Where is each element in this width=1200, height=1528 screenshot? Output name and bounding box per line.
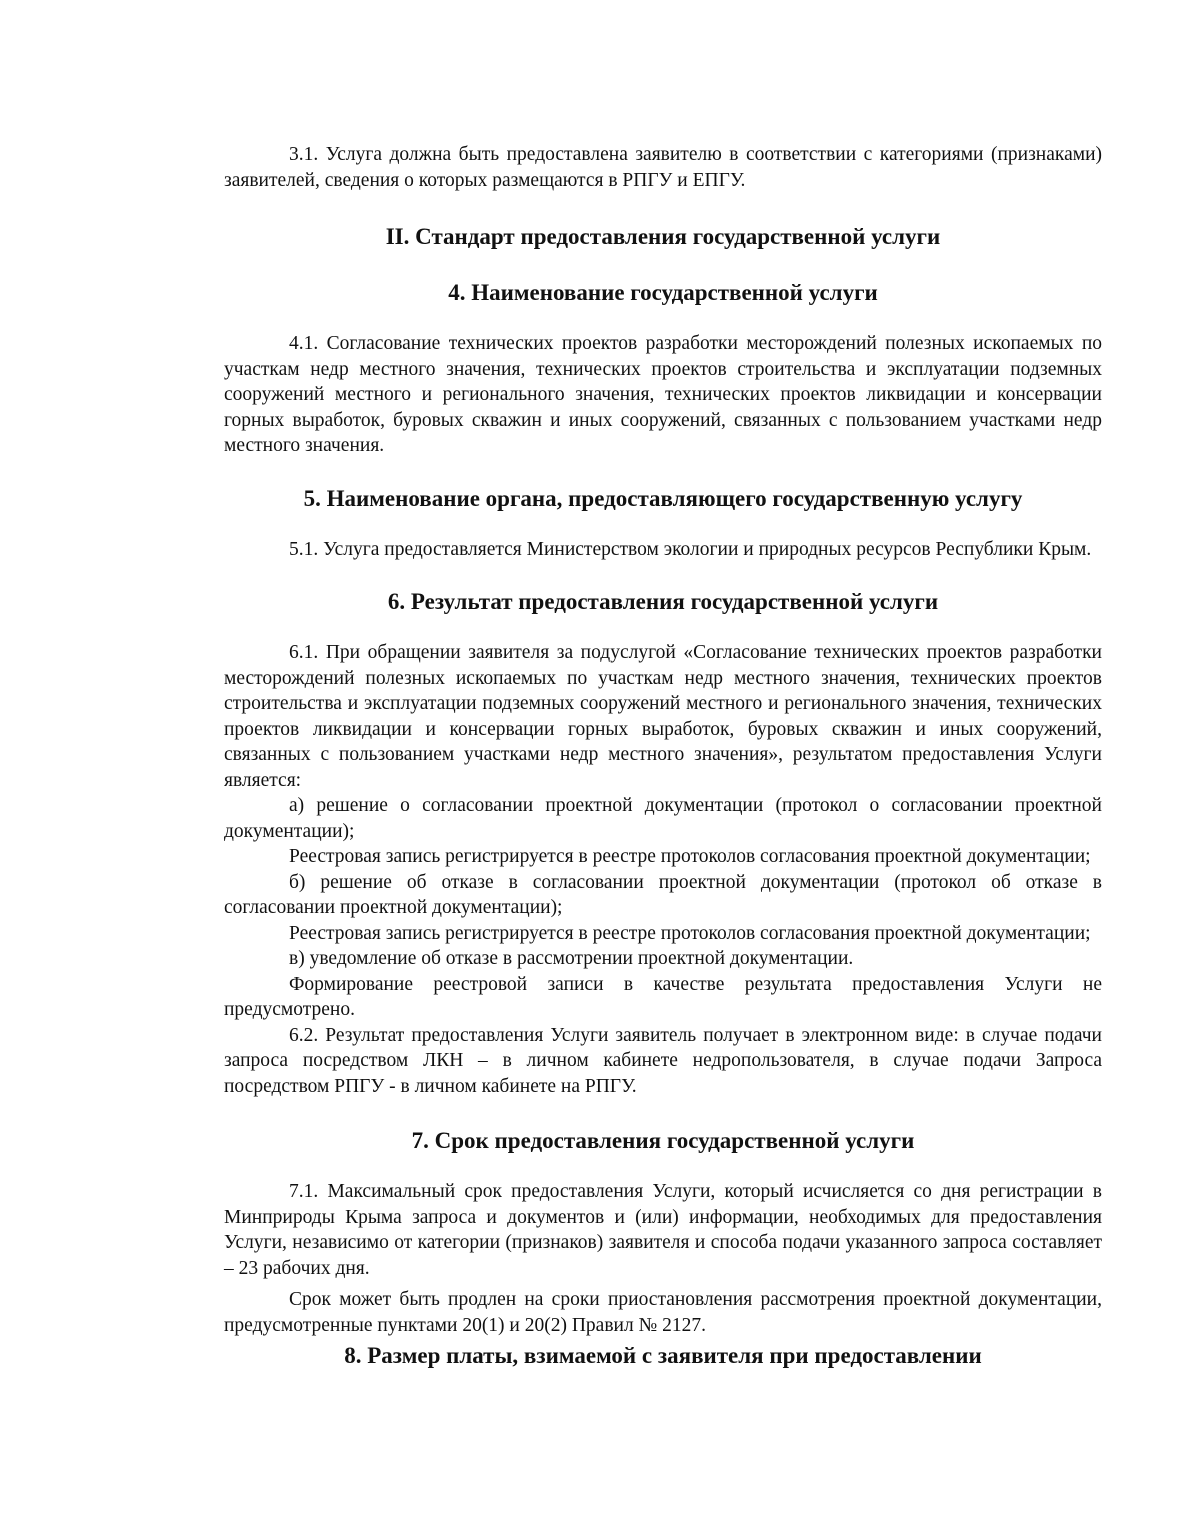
- paragraph-6-1-registry-note: Формирование реестровой записи в качестве результата предоставления Услуги не предусмотрено.: [224, 973, 1102, 1020]
- heading-7: 7. Срок предоставления государственной услуги: [411, 1128, 915, 1153]
- paragraph-6-1-v: в) уведомление об отказе в рассмотрении проектной документации.: [289, 948, 854, 969]
- document-page: [224, 142, 1102, 1370]
- paragraph-7-2: Срок может быть продлен на сроки приостановления рассмотрения проектной документации, предусмотренные пунктами 20(1) и 20(2) Правил № 2127.: [224, 1289, 1102, 1336]
- paragraph-6-1-b: б) решение об отказе в согласовании проектной документации (протокол об отказе в согласовании проектной документации);: [224, 871, 1102, 918]
- heading-5: 5. Наименование органа, предоставляющего государственную услугу: [303, 485, 1023, 511]
- paragraph-3-1: 3.1. Услуга должна быть предоставлена заявителю в соответствии с категориями (признаками) заявителей, сведения о которых размещаются в РПГУ и ЕПГУ.: [224, 144, 1102, 191]
- paragraph-6-1-b-registry: Реестровая запись регистрируется в реестре протоколов согласования проектной документации;: [289, 922, 1091, 944]
- paragraph-5-1: 5.1. Услуга предоставляется Министерством экологии и природных ресурсов Республики Крым.: [289, 538, 1092, 560]
- paragraph-6-1: 6.1. При обращении заявителя за подуслугой «Согласование технических проектов разработки месторождений полезных ископаемых по участкам недр местного значения, технических проектов строительства и эксплуатации подземных сооружений местного и регионального значения, технических проектов ликвидации и консервации горных выработок, буровых скважин и иных сооружений, связанных с пользованием участками недр местного значения», результатом предоставления Услуги является:: [224, 642, 1102, 791]
- heading-8: 8. Размер платы, взимаемой с заявителя при предоставлении: [344, 1343, 982, 1368]
- section-2-heading: II. Стандарт предоставления государственной услуги: [385, 224, 941, 249]
- heading-4: 4. Наименование государственной услуги: [448, 280, 878, 305]
- paragraph-7-1: 7.1. Максимальный срок предоставления Услуги, который исчисляется со дня регистрации в Минприроды Крыма запроса и документов и (или) информации, необходимых для предоставления Услуги, независимо от категории (признаков) заявителя и способа подачи указанного запроса составляет – 23 рабочих дня.: [224, 1181, 1102, 1279]
- paragraph-4-1: 4.1. Согласование технических проектов разработки месторождений полезных ископаемых по участкам недр местного значения, технических проектов строительства и эксплуатации подземных сооружений местного и регионального значения, технических проектов ликвидации и консервации горных выработок, буровых скважин и иных сооружений, связанных с пользованием участками недр местного значения.: [224, 333, 1102, 456]
- paragraph-6-1-a-registry: Реестровая запись регистрируется в реестре протоколов согласования проектной документации;: [289, 846, 1091, 867]
- heading-6: 6. Результат предоставления государственной услуги: [387, 589, 939, 614]
- paragraph-6-1-a: а) решение о согласовании проектной документации (протокол о согласовании проектной документации);: [224, 795, 1102, 842]
- paragraph-6-2: 6.2. Результат предоставления Услуги заявитель получает в электронном виде: в случае подачи запроса посредством ЛКН – в личном кабинете недропользователя, в случае подачи Запроса посредством РПГУ - в личном кабинете на РПГУ.: [224, 1024, 1102, 1097]
